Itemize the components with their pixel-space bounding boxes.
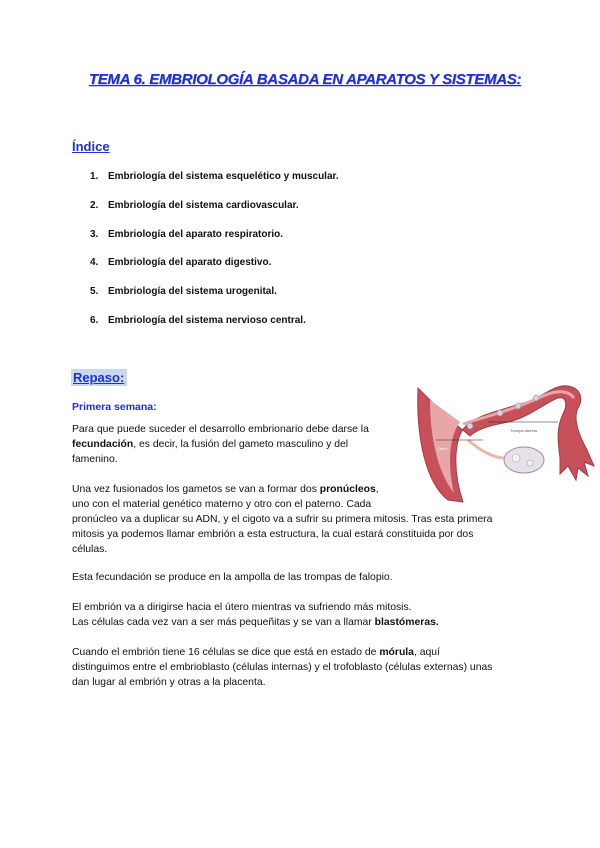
- paragraph-fecundacion: Para que puede suceder el desarrollo embrionario debe darse la fecundación, es decir, la fusión del gameto masculino y del famenino.: [72, 424, 369, 465]
- paragraph-morula: Cuando el embrión tiene 16 células se dice que está en estado de mórula, aquí distinguimos entre el embrioblasto (células internas) y el trofoblasto (células externas) unas dan lugar al embrión y otras a la placenta.: [72, 647, 493, 688]
- paragraph-ampolla: Esta fecundación se produce en la ampolla de las trompas de falopio.: [72, 572, 393, 583]
- list-item: 5. Embriología del sistema urogenital.: [90, 286, 277, 298]
- label-uterus: Útero: [438, 446, 448, 451]
- paragraph-pronucleos: Una vez fusionados los gametos se van a formar dos pronúcleos, uno con el material genético materno y otro con el paterno. Cada pronúcleo va a duplicar su ADN, y el cigoto va a sufrir su primera mitosis. Tras esta primera mitosis ya podemos llamar embrión a esta estructura, la cual estará constituida por dos células.: [72, 484, 493, 555]
- list-item: 2. Embriología del sistema cardiovascular.: [90, 199, 299, 211]
- follicle: [527, 460, 533, 466]
- section-subheading: Primera semana:: [72, 401, 157, 413]
- list-item: 4. Embriología del aparato digestivo.: [90, 257, 272, 269]
- list-item: 1. Embriología del sistema esquelético y muscular.: [90, 171, 339, 182]
- page-title: TEMA 6. EMBRIOLOGÍA BASADA EN APARATOS Y SISTEMAS:: [88, 71, 522, 88]
- label-tube: Trompa uterina: [510, 428, 537, 433]
- follicle: [512, 454, 520, 462]
- embryo-dot: [467, 423, 473, 429]
- ovary: [504, 447, 544, 473]
- list-item: 3. Embriología del aparato respiratorio.: [90, 228, 284, 240]
- embryo-dot: [533, 395, 539, 401]
- index-heading: Índice: [72, 139, 110, 154]
- embryo-dot: [497, 410, 503, 416]
- repaso-heading: Repaso:: [71, 369, 127, 386]
- embryo-dot: [515, 403, 521, 409]
- ovarian-ligament: [468, 440, 504, 458]
- list-item: 6. Embriología del sistema nervioso central.: [90, 314, 306, 326]
- index-list: [90, 171, 339, 344]
- uterus-fallopian-tube-illustration: [408, 378, 598, 508]
- paragraph-blastomeras: El embrión va a dirigirse hacia el útero mientras va sufriendo más mitosis. Las células cada vez van a ser más pequeñitas y se van a llamar blastómeras.: [72, 602, 439, 628]
